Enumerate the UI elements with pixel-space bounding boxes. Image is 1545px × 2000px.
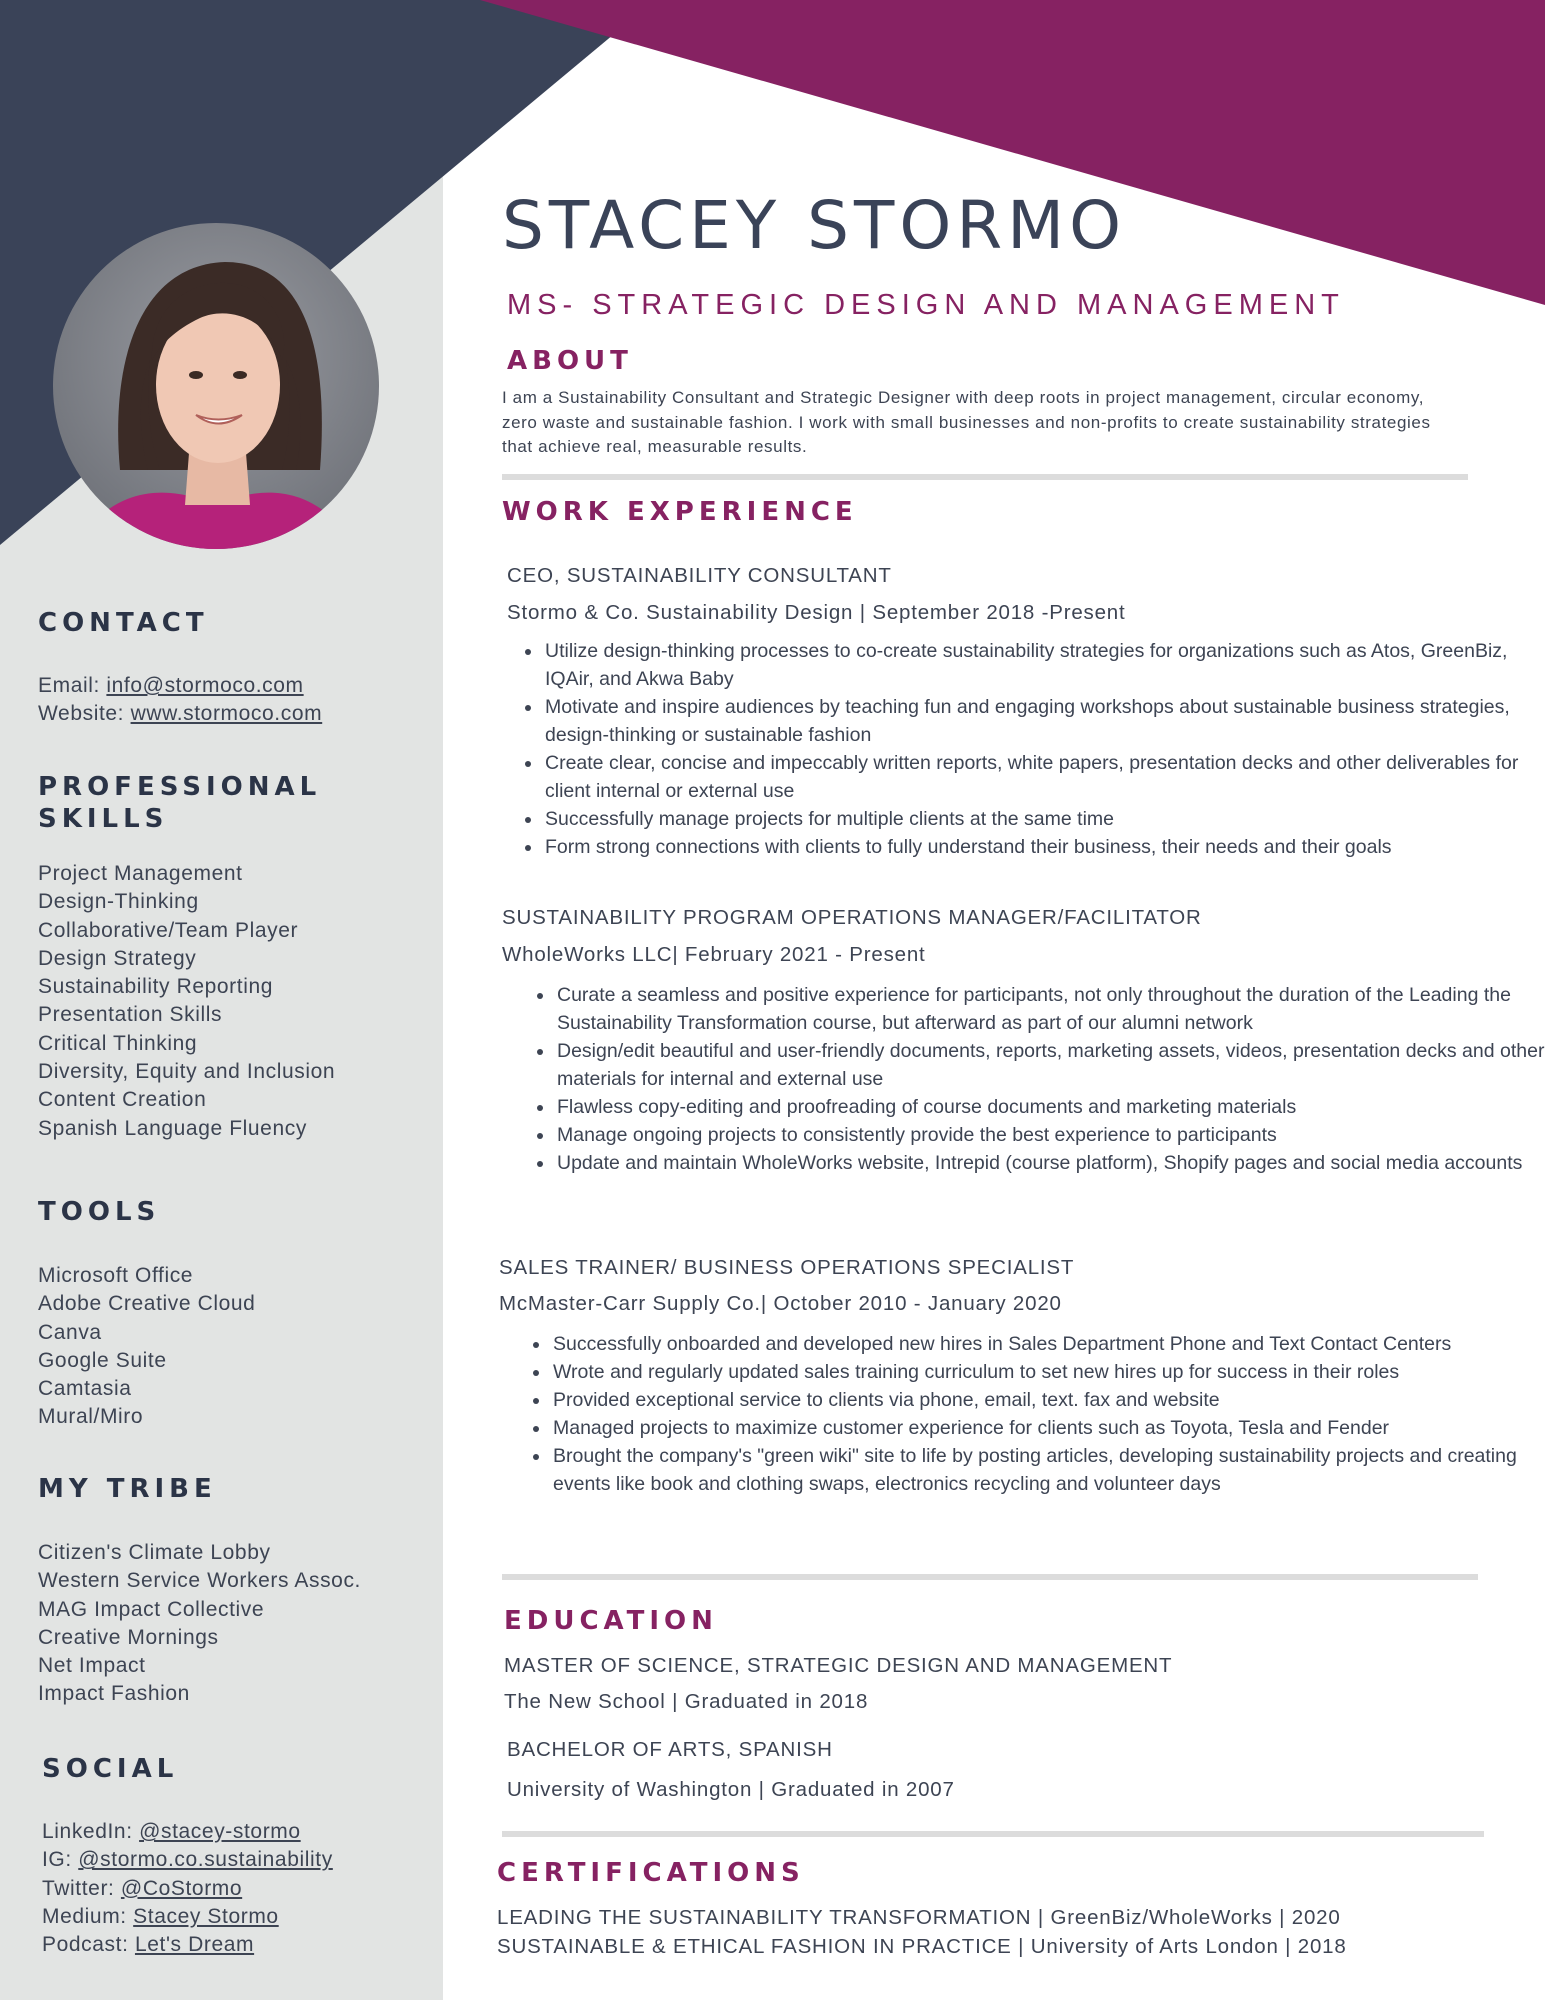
website-line: [38, 700, 322, 728]
job-3-bullets: [515, 1330, 1531, 1498]
list-item: • Create clear, concise and impeccably written reports, white papers, presentation decks and other deliverables for client internal or external use: [543, 749, 1523, 805]
tools-heading: TOOLS: [38, 1197, 161, 1227]
list-item: • Managed projects to maximize customer experience for clients such as Toyota, Tesla and Fender: [551, 1414, 1531, 1442]
list-item: Critical Thinking: [38, 1031, 198, 1055]
social-list: [42, 1818, 333, 1959]
list-item: • Flawless copy-editing and proofreading of course documents and marketing materials: [555, 1093, 1545, 1121]
job-1-company: Stormo & Co. Sustainability Design | September 2018 -Present: [507, 601, 1126, 624]
social-heading: SOCIAL: [42, 1754, 179, 1784]
social-label: Podcast:: [42, 1933, 135, 1957]
candidate-degree: MS- STRATEGIC DESIGN AND MANAGEMENT: [507, 289, 1345, 321]
skills-heading-line2: SKILLS: [38, 804, 169, 834]
social-podcast: [42, 1931, 333, 1959]
social-label: Medium:: [42, 1904, 134, 1928]
social-label: IG:: [42, 1848, 79, 1872]
list-item: • Provided exceptional service to clients via phone, email, text. fax and website: [551, 1386, 1531, 1414]
website-label: Website:: [38, 702, 131, 726]
list-item: • Brought the company's "green wiki" site to life by posting articles, developing sustainability projects and creating events like book and clothing swaps, electronics recycling and volunteer days: [551, 1442, 1531, 1498]
candidate-name: STACEY STORMO: [502, 187, 1127, 264]
contact-list: [38, 672, 322, 729]
list-item: Impact Fashion: [38, 1682, 190, 1706]
job-1-bullets: [507, 637, 1523, 861]
list-item: • Successfully onboarded and developed new hires in Sales Department Phone and Text Contact Centers: [551, 1330, 1531, 1358]
edu-1-school: The New School | Graduated in 2018: [504, 1690, 869, 1713]
social-instagram: [42, 1846, 333, 1874]
job-3-title: SALES TRAINER/ BUSINESS OPERATIONS SPECIALIST: [499, 1256, 1075, 1279]
education-heading: EDUCATION: [504, 1606, 718, 1636]
about-text: I am a Sustainability Consultant and Strategic Designer with deep roots in project management, circular economy, zero waste and sustainable fashion. I work with small businesses and non-profits to create sustainability strategies that achieve real, measurable results.: [502, 388, 1431, 456]
list-item: MAG Impact Collective: [38, 1597, 265, 1621]
edu-2-degree: BACHELOR OF ARTS, SPANISH: [507, 1738, 833, 1761]
job-2-bullets: [519, 981, 1545, 1177]
list-item: • Successfully manage projects for multiple clients at the same time: [543, 805, 1523, 833]
linkedin-link[interactable]: @stacey-stormo: [139, 1820, 301, 1843]
list-item: Collaborative/Team Player: [38, 918, 299, 942]
list-item: Google Suite: [38, 1348, 167, 1372]
list-item: SUSTAINABLE & ETHICAL FASHION IN PRACTICE | University of Arts London | 2018: [497, 1935, 1347, 1958]
certifications-heading: CERTIFICATIONS: [497, 1858, 805, 1888]
tools-list: [38, 1262, 255, 1432]
social-linkedin: [42, 1818, 333, 1846]
social-label: LinkedIn:: [42, 1820, 140, 1843]
list-item: Citizen's Climate Lobby: [38, 1541, 271, 1564]
twitter-link[interactable]: @CoStormo: [120, 1876, 243, 1900]
tribe-list: [38, 1539, 361, 1709]
about-heading: ABOUT: [507, 346, 633, 376]
tribe-heading: MY TRIBE: [38, 1474, 217, 1504]
email-label: Email:: [38, 674, 107, 697]
work-heading: WORK EXPERIENCE: [502, 497, 858, 527]
medium-link[interactable]: Stacey Stormo: [133, 1904, 279, 1928]
email-line: [38, 672, 322, 700]
list-item: • Wrote and regularly updated sales training curriculum to set new hires up for success in their roles: [551, 1358, 1531, 1386]
list-item: • Manage ongoing projects to consistently provide the best experience to participants: [555, 1121, 1545, 1149]
list-item: Canva: [38, 1320, 102, 1344]
list-item: Sustainability Reporting: [38, 975, 274, 999]
job-1-title: CEO, SUSTAINABILITY CONSULTANT: [507, 564, 892, 587]
list-item: LEADING THE SUSTAINABILITY TRANSFORMATION | GreenBiz/WholeWorks | 2020: [497, 1906, 1341, 1929]
list-item: Adobe Creative Cloud: [38, 1292, 256, 1316]
skills-heading-line1: PROFESSIONAL: [38, 772, 322, 802]
job-3-company: McMaster-Carr Supply Co.| October 2010 - January 2020: [499, 1292, 1062, 1315]
website-link[interactable]: www.stormoco.com: [130, 702, 323, 726]
list-item: Project Management: [38, 862, 243, 885]
contact-heading: CONTACT: [38, 608, 209, 638]
list-item: Design Strategy: [38, 946, 197, 970]
list-item: Microsoft Office: [38, 1264, 194, 1287]
list-item: Net Impact: [38, 1654, 146, 1678]
list-item: Spanish Language Fluency: [38, 1116, 307, 1140]
list-item: Design-Thinking: [38, 890, 199, 914]
list-item: Content Creation: [38, 1088, 207, 1112]
job-2-title: SUSTAINABILITY PROGRAM OPERATIONS MANAGER/FACILITATOR: [502, 906, 1202, 929]
social-label: Twitter:: [42, 1876, 121, 1900]
list-item: • Utilize design-thinking processes to co-create sustainability strategies for organizations such as Atos, GreenBiz, IQAir, and Akwa Baby: [543, 637, 1523, 693]
podcast-link[interactable]: Let's Dream: [134, 1933, 255, 1957]
list-item: • Curate a seamless and positive experience for participants, not only throughout the duration of the Leading the Sustainability Transformation course, but afterward as part of our alumni network: [555, 981, 1545, 1037]
list-item: • Form strong connections with clients to fully understand their business, their needs and their goals: [543, 833, 1523, 861]
email-link[interactable]: info@stormoco.com: [106, 674, 304, 697]
list-item: • Update and maintain WholeWorks website, Intrepid (course platform), Shopify pages and social media accounts: [555, 1149, 1545, 1177]
list-item: • Motivate and inspire audiences by teaching fun and engaging workshops about sustainable business strategies, design-thinking or sustainable fashion: [543, 693, 1523, 749]
list-item: • Design/edit beautiful and user-friendly documents, reports, marketing assets, videos, presentation decks and other materials for internal and external use: [555, 1037, 1545, 1093]
list-item: Creative Mornings: [38, 1625, 219, 1649]
list-item: Presentation Skills: [38, 1003, 223, 1027]
divider-2: [502, 1574, 1478, 1580]
divider-3: [502, 1831, 1484, 1837]
divider-1: [502, 474, 1468, 480]
list-item: Mural/Miro: [38, 1405, 144, 1429]
skills-list: [38, 860, 335, 1143]
list-item: Camtasia: [38, 1377, 132, 1401]
list-item: Western Service Workers Assoc.: [38, 1569, 361, 1593]
edu-1-degree: MASTER OF SCIENCE, STRATEGIC DESIGN AND MANAGEMENT: [504, 1654, 1173, 1677]
certifications-list: [497, 1903, 1347, 1961]
skills-heading: [38, 771, 321, 835]
social-twitter: [42, 1875, 333, 1903]
job-2-company: WholeWorks LLC| February 2021 - Present: [502, 943, 926, 966]
instagram-link[interactable]: @stormo.co.sustainability: [78, 1848, 333, 1872]
list-item: Diversity, Equity and Inclusion: [38, 1060, 336, 1084]
social-medium: [42, 1903, 333, 1931]
edu-2-school: University of Washington | Graduated in 2007: [507, 1778, 955, 1801]
